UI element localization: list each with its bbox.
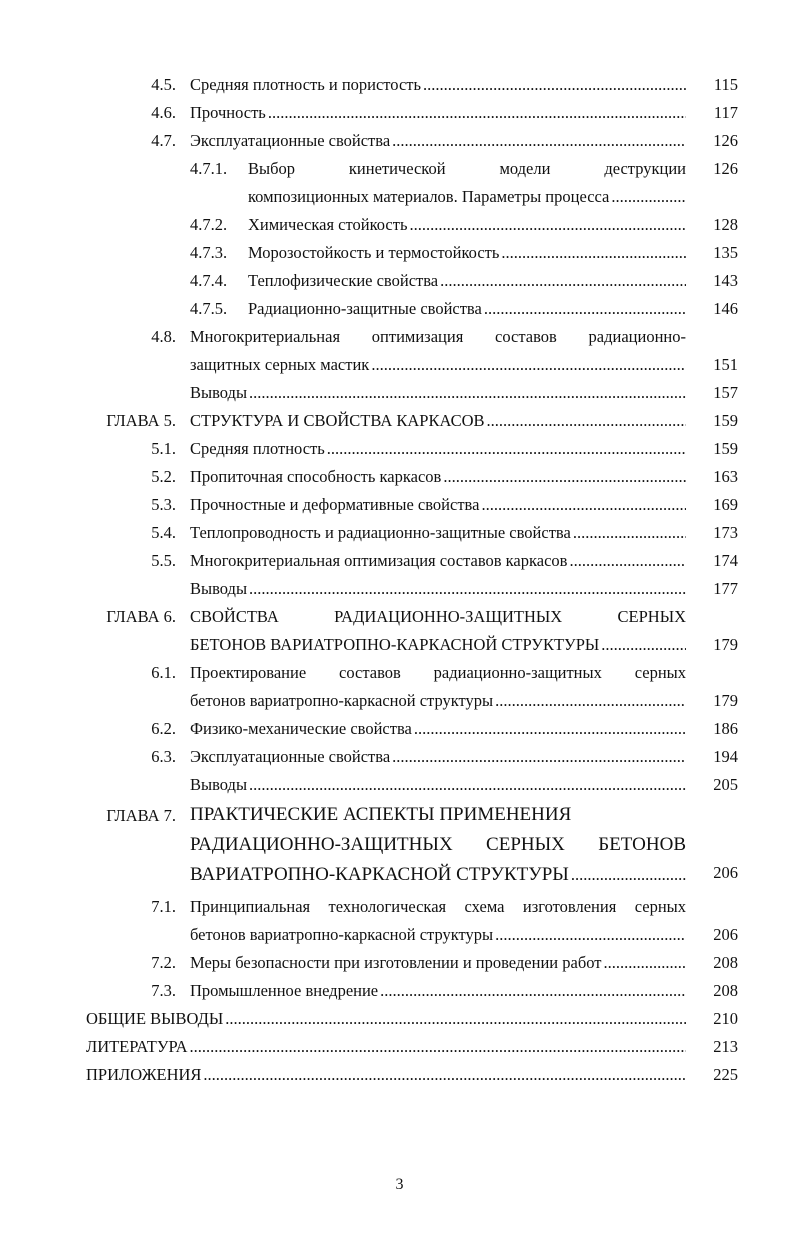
toc-top-entry [86,1033,738,1061]
entry-title: Многокритериальная оптимизация составов каркасов [190,551,568,570]
toc-chapter [86,603,738,659]
page-number: 3 [395,1176,404,1193]
entry-number: 4.7.2. [190,215,228,234]
entry-page: 174 [713,551,738,570]
entry-page: 206 [713,863,738,882]
toc-top-entry [86,1005,738,1033]
entry-number: 5.5. [151,551,176,570]
chapter-title-line: СВОЙСТВА РАДИАЦИОННО-ЗАЩИТНЫХ СЕРНЫХ [190,607,686,626]
entry-number: 6.2. [151,719,176,738]
toc-top-entry [86,1061,738,1089]
entry-title-line: Многокритериальная оптимизация составов радиационно- [190,327,686,346]
entry-number: 4.7.3. [190,243,228,262]
entry-number: 4.5. [151,75,176,94]
toc-entry [86,977,738,1005]
entry-number: 7.1. [151,897,176,916]
toc-chapter [86,407,738,435]
entry-page: 179 [713,635,738,654]
toc-entry [86,127,738,155]
entry-title-line: бетонов вариатропно-каркасной структуры [190,925,494,944]
entry-page: 179 [713,691,738,710]
entry-title: Меры безопасности при изготовлении и проведении работ [190,953,602,972]
table-of-contents [86,71,738,1089]
entry-title-line: Проектирование составов радиационно-защитных серных [190,663,686,682]
entry-number: 4.7.4. [190,271,228,290]
toc-entry [86,267,738,295]
entry-page: 159 [713,411,738,430]
toc-entry [86,771,738,799]
entry-page: 177 [713,579,738,598]
toc-entry [86,715,738,743]
entry-page: 194 [713,747,738,766]
entry-number: 7.2. [151,953,176,972]
entry-number: 4.7.1. [190,159,228,178]
toc-chapter [86,801,738,891]
entry-number: 4.8. [151,327,176,346]
toc-entry [86,323,738,379]
toc-entry [86,463,738,491]
entry-title: Физико-механические свойства [190,719,412,738]
entry-title: Морозостойкость и термостойкость [248,243,500,262]
entry-page: 210 [713,1009,738,1028]
entry-page: 126 [713,131,738,150]
entry-title: Эксплуатационные свойства [190,747,391,766]
entry-title-line: композиционных материалов. Параметры процесса [248,187,610,206]
entry-page: 169 [713,495,738,514]
chapter-title-line: ПРАКТИЧЕСКИЕ АСПЕКТЫ ПРИМЕНЕНИЯ [190,804,572,825]
entry-number: 4.7.5. [190,299,228,318]
entry-title-line: бетонов вариатропно-каркасной структуры [190,691,494,710]
entry-page: 126 [713,159,738,178]
toc-entry [86,211,738,239]
entry-title-line: защитных серных мастик [190,355,370,374]
entry-page: 213 [713,1037,738,1056]
toc-entry [86,491,738,519]
chapter-number: ГЛАВА 5. [106,411,176,430]
entry-title-line: Выбор кинетической модели деструкции [248,159,686,178]
entry-number: 5.4. [151,523,176,542]
toc-entry [86,949,738,977]
chapter-title: СТРУКТУРА И СВОЙСТВА КАРКАСОВ [190,411,485,430]
entry-page: 205 [713,775,738,794]
toc-entry [86,743,738,771]
entry-page: 143 [713,271,738,290]
toc-entry [86,155,738,211]
entry-title: ЛИТЕРАТУРА [86,1037,188,1056]
entry-page: 206 [713,925,738,944]
entry-title: Выводы [190,579,248,598]
entry-title: ПРИЛОЖЕНИЯ [86,1065,202,1084]
entry-title: Средняя плотность [190,439,325,458]
toc-entry [86,295,738,323]
entry-page: 151 [713,355,738,374]
chapter-number: ГЛАВА 6. [106,607,176,626]
toc-entry [86,893,738,949]
toc-entry [86,575,738,603]
entry-page: 173 [713,523,738,542]
entry-title: Эксплуатационные свойства [190,131,391,150]
entry-page: 157 [713,383,738,402]
entry-number: 4.7. [151,131,176,150]
entry-title: Теплопроводность и радиационно-защитные свойства [190,523,571,542]
toc-entry [86,99,738,127]
entry-number: 4.6. [151,103,176,122]
entry-page: 135 [713,243,738,262]
entry-page: 208 [713,953,738,972]
entry-page: 163 [713,467,738,486]
chapter-number: ГЛАВА 7. [106,806,176,825]
entry-page: 117 [713,103,738,122]
entry-title: Выводы [190,383,248,402]
entry-page: 128 [713,215,738,234]
entry-title: ОБЩИЕ ВЫВОДЫ [86,1009,224,1028]
entry-page: 208 [713,981,738,1000]
entry-page: 225 [713,1065,738,1084]
entry-title: Радиационно-защитные свойства [248,299,482,318]
entry-title: Прочность [190,103,266,122]
toc-entry [86,71,738,99]
entry-page: 159 [713,439,738,458]
entry-page: 115 [713,75,738,94]
toc-entry [86,659,738,715]
entry-title: Средняя плотность и пористость [190,75,422,94]
entry-title: Выводы [190,775,248,794]
entry-number: 6.3. [151,747,176,766]
entry-title: Теплофизические свойства [248,271,439,290]
entry-title: Пропиточная способность каркасов [190,467,442,486]
entry-title-line: Принципиальная технологическая схема изготовления серных [190,897,686,916]
chapter-title-line: ВАРИАТРОПНО-КАРКАСНОЙ СТРУКТУРЫ [190,864,569,885]
toc-entry [86,435,738,463]
entry-title: Промышленное внедрение [190,981,379,1000]
entry-page: 146 [713,299,738,318]
entry-number: 5.3. [151,495,176,514]
toc-entry [86,239,738,267]
entry-page: 186 [713,719,738,738]
entry-number: 5.2. [151,467,176,486]
chapter-title-line: БЕТОНОВ ВАРИАТРОПНО-КАРКАСНОЙ СТРУКТУРЫ [190,635,600,654]
entry-title: Химическая стойкость [248,215,408,234]
entry-number: 5.1. [151,439,176,458]
toc-entry [86,519,738,547]
entry-title: Прочностные и деформативные свойства [190,495,480,514]
toc-entry [86,547,738,575]
entry-number: 6.1. [151,663,176,682]
chapter-title-line: РАДИАЦИОННО-ЗАЩИТНЫХ СЕРНЫХ БЕТОНОВ [190,834,686,855]
entry-number: 7.3. [151,981,176,1000]
toc-entry [86,379,738,407]
